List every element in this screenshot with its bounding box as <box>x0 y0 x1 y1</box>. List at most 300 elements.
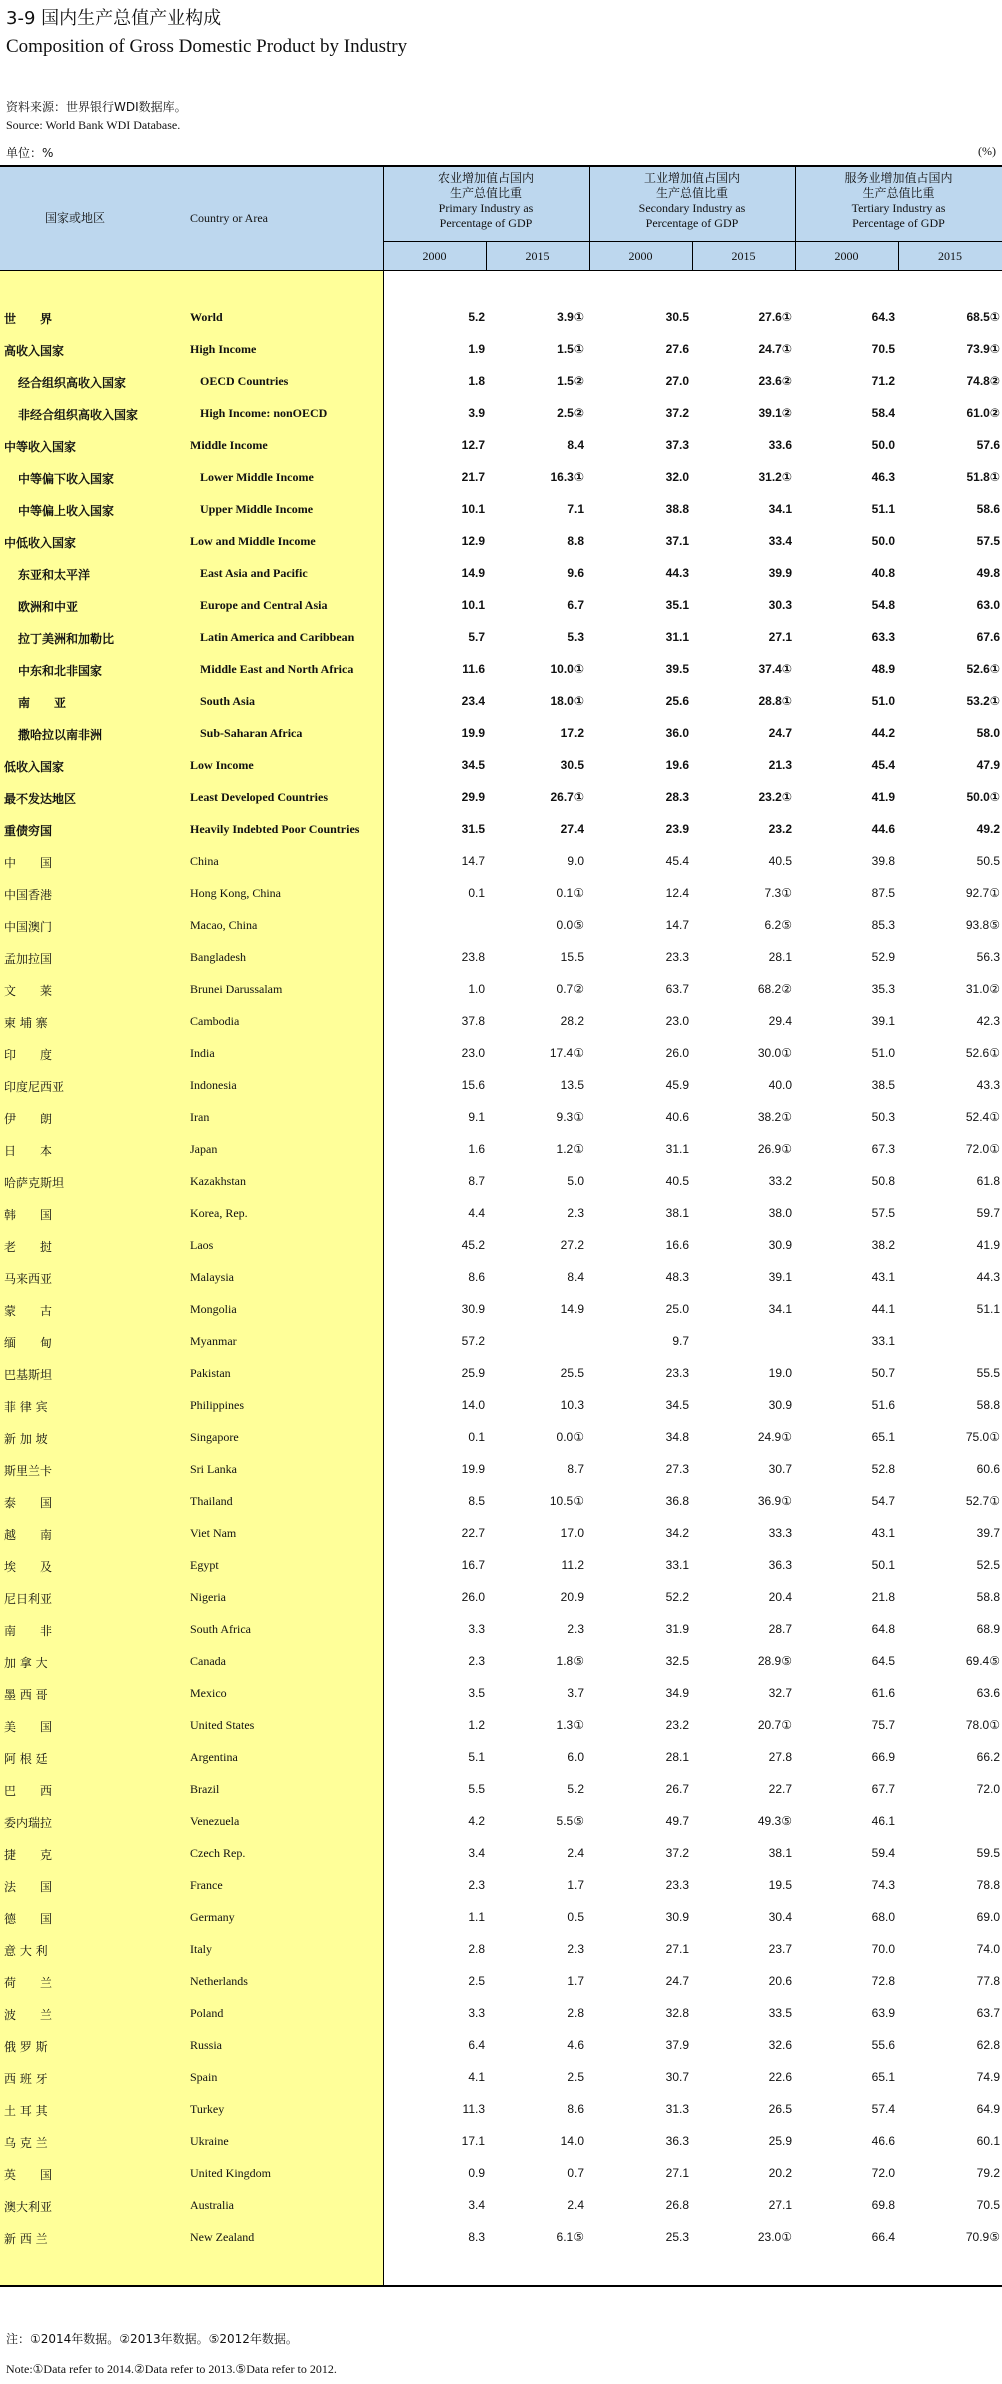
row-value: 15.5 <box>560 950 584 964</box>
table-row <box>0 1005 1002 1037</box>
row-value: 26.0 <box>665 1046 689 1060</box>
row-value: 67.7 <box>871 1782 895 1796</box>
row-name-en: Singapore <box>190 1430 239 1444</box>
row-value: 23.9 <box>665 822 689 836</box>
row-value: 34.2 <box>665 1526 689 1540</box>
row-name-cn: 非经合组织高收入国家 <box>18 408 139 422</box>
row-value: 75.7 <box>871 1718 895 1732</box>
row-value: 78.8 <box>976 1878 1000 1892</box>
table-row <box>0 653 1002 685</box>
row-value: 8.7 <box>567 1462 584 1476</box>
row-name-en: Korea, Rep. <box>190 1206 248 1220</box>
row-name-cn: 中等偏下收入国家 <box>18 472 115 486</box>
row-value: 2.3 <box>567 1206 584 1220</box>
row-value: 28.1 <box>665 1750 689 1764</box>
table-row <box>0 2221 1002 2253</box>
row-value: 27.3 <box>665 1462 689 1476</box>
row-value: 30.5 <box>665 310 689 324</box>
row-value: 62.8 <box>976 2038 1000 2052</box>
row-value: 45.9 <box>665 1078 689 1092</box>
row-name-cn: 经合组织高收入国家 <box>18 376 127 390</box>
row-value: 39.1 <box>871 1014 895 1028</box>
table-row <box>0 1325 1002 1357</box>
row-value: 55.6 <box>871 2038 895 2052</box>
row-value: 58.0 <box>976 726 1000 740</box>
row-value: 70.0 <box>871 1942 895 1956</box>
row-value: 26.0 <box>461 1590 485 1604</box>
row-value: 50.8 <box>871 1174 895 1188</box>
row-value: 59.4 <box>871 1846 895 1860</box>
table-body <box>0 301 1002 2253</box>
row-value: 38.8 <box>665 502 689 516</box>
row-value: 43.1 <box>871 1526 895 1540</box>
row-value: 30.3 <box>768 598 792 612</box>
row-value: 18.0① <box>550 694 584 708</box>
row-name-cn: 柬 埔 寨 <box>4 1016 48 1030</box>
row-value: 17.2 <box>560 726 584 740</box>
table-row <box>0 877 1002 909</box>
row-value: 20.9 <box>560 1590 584 1604</box>
row-value: 2.5 <box>468 1974 485 1988</box>
row-value: 25.3 <box>665 2230 689 2244</box>
row-name-en: Low and Middle Income <box>190 534 316 548</box>
row-name-en: Czech Rep. <box>190 1846 246 1860</box>
row-value: 47.9 <box>976 758 1000 772</box>
row-name-en: High Income <box>190 342 257 356</box>
table-row <box>0 1037 1002 1069</box>
row-value: 41.9 <box>976 1238 1000 1252</box>
row-value: 30.7 <box>768 1462 792 1476</box>
table-row <box>0 621 1002 653</box>
row-value: 14.9 <box>560 1302 584 1316</box>
row-value: 23.7 <box>768 1942 792 1956</box>
row-name-en: Viet Nam <box>190 1526 237 1540</box>
row-value: 12.7 <box>461 438 485 452</box>
row-value: 6.7 <box>567 598 584 612</box>
row-name-cn: 墨 西 哥 <box>4 1688 48 1702</box>
row-value: 63.9 <box>871 2006 895 2020</box>
row-name-en: East Asia and Pacific <box>200 566 308 580</box>
row-value: 14.0 <box>560 2134 584 2148</box>
row-value: 44.1 <box>871 1302 895 1316</box>
row-value: 93.8⑤ <box>965 918 1000 932</box>
row-value: 16.3① <box>550 470 584 484</box>
table-row <box>0 1133 1002 1165</box>
row-name-cn: 菲 律 宾 <box>4 1400 48 1414</box>
row-value: 1.5② <box>557 374 584 388</box>
header-secondary-en-1: Secondary Industry as <box>638 201 746 215</box>
row-name-cn: 美 国 <box>4 1720 53 1734</box>
row-value: 0.5 <box>567 1910 584 1924</box>
row-value: 25.9 <box>461 1366 485 1380</box>
row-value: 39.8 <box>871 854 895 868</box>
row-value: 8.3 <box>468 2230 485 2244</box>
row-value: 17.0 <box>560 1526 584 1540</box>
row-value: 8.7 <box>468 1174 485 1188</box>
table-row <box>0 781 1002 813</box>
row-value: 2.8 <box>468 1942 485 1956</box>
row-value: 57.5 <box>976 534 1000 548</box>
row-value: 28.9⑤ <box>757 1654 792 1668</box>
row-value: 2.5 <box>567 2070 584 2084</box>
row-name-en: Spain <box>190 2070 218 2084</box>
row-value: 51.0 <box>871 1046 895 1060</box>
row-name-cn: 高收入国家 <box>4 344 65 358</box>
row-value: 45.4 <box>871 758 895 772</box>
row-name-en: OECD Countries <box>200 374 289 388</box>
row-value: 52.4① <box>965 1110 1000 1124</box>
row-name-en: Sri Lanka <box>190 1462 237 1476</box>
header-secondary <box>589 171 795 231</box>
row-name-cn: 缅 甸 <box>4 1336 53 1350</box>
row-name-cn: 马来西亚 <box>4 1272 53 1286</box>
row-name-cn: 拉丁美洲和加勒比 <box>18 632 115 646</box>
table-row <box>0 845 1002 877</box>
row-value: 69.0 <box>976 1910 1000 1924</box>
row-value: 61.8 <box>976 1174 1000 1188</box>
row-name-en: Australia <box>190 2198 234 2212</box>
row-value: 33.3 <box>768 1526 792 1540</box>
row-value: 72.0 <box>976 1782 1000 1796</box>
row-value: 27.1 <box>665 2166 689 2180</box>
row-name-cn: 俄 罗 斯 <box>4 2040 48 2054</box>
row-name-en: Iran <box>190 1110 210 1124</box>
row-value: 23.0① <box>757 2230 792 2244</box>
table-header <box>0 167 1002 271</box>
row-name-en: Japan <box>190 1142 218 1156</box>
table-row <box>0 2029 1002 2061</box>
row-value: 66.2 <box>976 1750 1000 1764</box>
header-tertiary-2000: 2000 <box>834 249 859 263</box>
table-row <box>0 1293 1002 1325</box>
row-name-cn: 巴基斯坦 <box>4 1368 53 1382</box>
row-value: 40.8 <box>871 566 895 580</box>
row-value: 40.5 <box>768 854 792 868</box>
row-value: 49.7 <box>665 1814 689 1828</box>
table-row <box>0 1773 1002 1805</box>
row-name-en: Sub-Saharan Africa <box>200 726 303 740</box>
row-name-en: Netherlands <box>190 1974 248 1988</box>
table-row <box>0 493 1002 525</box>
table-row <box>0 1741 1002 1773</box>
table-row <box>0 2093 1002 2125</box>
row-value: 9.0 <box>567 854 584 868</box>
row-value: 74.3 <box>871 1878 895 1892</box>
unit-label-en: (%) <box>978 144 996 158</box>
header-tertiary <box>795 171 1002 231</box>
row-value: 6.4 <box>468 2038 485 2052</box>
row-value: 52.8 <box>871 1462 895 1476</box>
row-value: 2.3 <box>567 1622 584 1636</box>
row-value: 63.3 <box>871 630 895 644</box>
row-value: 1.9 <box>468 342 485 356</box>
row-name-en: Hong Kong, China <box>190 886 281 900</box>
row-name-en: Italy <box>190 1942 212 1956</box>
row-value: 28.2 <box>560 1014 584 1028</box>
row-value: 15.6 <box>461 1078 485 1092</box>
row-value: 70.5 <box>871 342 895 356</box>
row-value: 17.1 <box>461 2134 485 2148</box>
row-value: 19.6 <box>665 758 689 772</box>
row-value: 61.6 <box>871 1686 895 1700</box>
row-value: 50.0 <box>871 438 895 452</box>
row-value: 51.1 <box>871 502 895 516</box>
row-value: 58.6 <box>976 502 1000 516</box>
row-value: 25.6 <box>665 694 689 708</box>
row-value: 31.0② <box>965 982 1000 996</box>
row-value: 45.4 <box>665 854 689 868</box>
row-value: 4.4 <box>468 1206 485 1220</box>
row-name-cn: 阿 根 廷 <box>4 1752 48 1766</box>
row-value: 44.2 <box>871 726 895 740</box>
unit-label-cn: 单位：% <box>6 146 54 160</box>
row-value: 70.9⑤ <box>965 2230 1000 2244</box>
row-value: 0.1 <box>468 886 485 900</box>
row-value: 27.0 <box>665 374 689 388</box>
row-value: 9.3① <box>556 1110 584 1124</box>
row-name-cn: 埃 及 <box>4 1560 53 1574</box>
gdp-industry-table <box>0 165 1002 2287</box>
row-value: 19.9 <box>461 726 485 740</box>
row-value: 50.0① <box>966 790 1000 804</box>
table-row <box>0 1549 1002 1581</box>
row-value: 8.4 <box>567 438 584 452</box>
row-name-en: Brazil <box>190 1782 220 1796</box>
table-row <box>0 1069 1002 1101</box>
row-value: 49.8 <box>976 566 1000 580</box>
row-name-en: Russia <box>190 2038 223 2052</box>
row-value: 49.2 <box>976 822 1000 836</box>
row-name-en: China <box>190 854 219 868</box>
row-value: 28.7 <box>768 1622 792 1636</box>
row-value: 1.8 <box>468 374 485 388</box>
row-name-en: Least Developed Countries <box>190 790 328 804</box>
header-secondary-en-2: Percentage of GDP <box>645 216 739 230</box>
row-value: 8.6 <box>567 2102 584 2116</box>
row-name-cn: 中等偏上收入国家 <box>18 504 115 518</box>
row-value: 50.3 <box>871 1110 895 1124</box>
row-value: 57.6 <box>976 438 1000 452</box>
row-name-cn: 中国香港 <box>4 888 53 902</box>
header-primary-2015: 2015 <box>525 249 550 263</box>
row-value: 26.7① <box>550 790 584 804</box>
row-name-en: Mexico <box>190 1686 227 1700</box>
row-value: 5.5 <box>468 1782 485 1796</box>
row-value: 21.7 <box>461 470 485 484</box>
row-value: 23.2① <box>758 790 792 804</box>
row-value: 67.6 <box>976 630 1000 644</box>
row-value: 65.1 <box>871 2070 895 2084</box>
row-value: 10.5① <box>549 1494 584 1508</box>
row-value: 37.2 <box>665 406 689 420</box>
row-name-cn: 新 西 兰 <box>4 2232 48 2246</box>
row-value: 33.1 <box>871 1334 895 1348</box>
row-name-en: Kazakhstan <box>190 1174 246 1188</box>
row-value: 43.3 <box>976 1078 1000 1092</box>
header-region-en: Country or Area <box>190 211 268 225</box>
row-value: 23.3 <box>665 1878 689 1892</box>
row-name-en: South Africa <box>190 1622 251 1636</box>
table-row <box>0 1101 1002 1133</box>
row-value: 38.2① <box>757 1110 792 1124</box>
row-value: 51.0 <box>871 694 895 708</box>
row-value: 3.3 <box>468 1622 485 1636</box>
row-value: 22.7 <box>461 1526 485 1540</box>
row-name-en: Middle East and North Africa <box>200 662 354 676</box>
row-value: 0.7 <box>567 2166 584 2180</box>
row-value: 67.3 <box>871 1142 895 1156</box>
row-name-cn: 哈萨克斯坦 <box>4 1176 65 1190</box>
row-value: 64.8 <box>871 1622 895 1636</box>
row-value: 52.5 <box>976 1558 1000 1572</box>
row-name-en: France <box>190 1878 223 1892</box>
source-note-en: Source: World Bank WDI Database. <box>6 118 181 132</box>
row-value: 3.4 <box>468 1846 485 1860</box>
table-row <box>0 2157 1002 2189</box>
row-value: 37.1 <box>665 534 689 548</box>
row-value: 34.8 <box>665 1430 689 1444</box>
row-value: 57.4 <box>871 2102 895 2116</box>
row-value: 8.8 <box>567 534 584 548</box>
row-value: 26.7 <box>665 1782 689 1796</box>
row-name-cn: 中 国 <box>4 856 53 870</box>
header-tertiary-en-2: Percentage of GDP <box>852 216 945 230</box>
table-row <box>0 333 1002 365</box>
row-value: 56.3 <box>976 950 1000 964</box>
row-value: 30.5 <box>560 758 584 772</box>
row-value: 36.3 <box>665 2134 689 2148</box>
row-name-cn: 老 挝 <box>4 1240 53 1254</box>
row-value: 5.3 <box>567 630 584 644</box>
row-value: 61.0② <box>966 406 1000 420</box>
row-value: 9.6 <box>567 566 584 580</box>
row-value: 21.3 <box>768 758 792 772</box>
row-value: 30.4 <box>768 1910 792 1924</box>
row-value: 68.9 <box>976 1622 1000 1636</box>
row-value: 21.8 <box>871 1590 895 1604</box>
row-value: 13.5 <box>560 1078 584 1092</box>
row-name-cn: 世 界 <box>4 312 53 326</box>
row-value: 68.0 <box>871 1910 895 1924</box>
row-value: 1.2① <box>556 1142 584 1156</box>
row-value: 22.7 <box>768 1782 792 1796</box>
row-value: 20.2 <box>768 2166 792 2180</box>
header-primary <box>383 171 589 231</box>
row-value: 73.9① <box>966 342 1000 356</box>
row-value: 39.5 <box>665 662 689 676</box>
row-value: 2.4 <box>567 1846 584 1860</box>
row-value: 1.3① <box>556 1718 584 1732</box>
table-row <box>0 1677 1002 1709</box>
row-value: 9.7 <box>672 1334 689 1348</box>
row-value: 37.2 <box>665 1846 689 1860</box>
row-value: 11.3 <box>462 2102 485 2116</box>
row-value: 63.0 <box>976 598 1000 612</box>
header-primary-cn-1: 农业增加值占国内 <box>437 171 534 185</box>
row-value: 69.4⑤ <box>965 1654 1000 1668</box>
row-name-en: Cambodia <box>190 1014 240 1028</box>
row-name-en: Myanmar <box>190 1334 237 1348</box>
row-value: 17.4① <box>549 1046 584 1060</box>
row-value: 14.0 <box>461 1398 485 1412</box>
row-name-en: United States <box>190 1718 255 1732</box>
row-value: 0.0① <box>556 1430 584 1444</box>
row-name-cn: 法 国 <box>4 1880 53 1894</box>
header-secondary-2000: 2000 <box>628 249 653 263</box>
row-value: 20.4 <box>768 1590 792 1604</box>
row-value: 44.3 <box>665 566 689 580</box>
row-value: 38.0 <box>768 1206 792 1220</box>
row-value: 27.6① <box>758 310 792 324</box>
table-row <box>0 1197 1002 1229</box>
row-value: 72.0 <box>871 2166 895 2180</box>
row-value: 4.1 <box>468 2070 485 2084</box>
row-value: 3.9① <box>557 310 584 324</box>
row-value: 74.9 <box>976 2070 1000 2084</box>
header-primary-en-2: Percentage of GDP <box>439 216 533 230</box>
row-value: 36.3 <box>768 1558 792 1572</box>
row-name-cn: 欧洲和中亚 <box>18 600 79 614</box>
row-value: 27.6 <box>665 342 689 356</box>
row-value: 57.2 <box>461 1334 485 1348</box>
footnote-cn: 注：①2014年数据。②2013年数据。⑤2012年数据。 <box>6 2332 298 2346</box>
row-value: 65.1 <box>871 1430 895 1444</box>
row-name-cn: 韩 国 <box>4 1208 53 1222</box>
table-row <box>0 1261 1002 1293</box>
row-value: 33.5 <box>768 2006 792 2020</box>
row-value: 23.2 <box>768 822 792 836</box>
row-value: 0.1① <box>556 886 584 900</box>
row-value: 66.4 <box>871 2230 895 2244</box>
row-value: 5.7 <box>468 630 485 644</box>
table-row <box>0 1869 1002 1901</box>
table-row <box>0 1965 1002 1997</box>
row-value: 52.6① <box>965 1046 1000 1060</box>
row-value: 57.5 <box>871 1206 895 1220</box>
row-value: 58.8 <box>976 1590 1000 1604</box>
row-value: 40.6 <box>665 1110 689 1124</box>
row-name-en: Low Income <box>190 758 254 772</box>
row-value: 28.1 <box>768 950 792 964</box>
row-value: 38.2 <box>871 1238 895 1252</box>
row-value: 24.9① <box>757 1430 792 1444</box>
row-value: 0.0⑤ <box>556 918 584 932</box>
row-name-en: Middle Income <box>190 438 268 452</box>
row-value: 16.7 <box>461 1558 485 1572</box>
row-value: 23.8 <box>461 950 485 964</box>
row-value: 68.5① <box>966 310 1000 324</box>
row-value: 27.1 <box>665 1942 689 1956</box>
header-tertiary-2015: 2015 <box>938 249 962 263</box>
table-row <box>0 1389 1002 1421</box>
row-value: 10.0① <box>550 662 584 676</box>
row-name-cn: 澳大利亚 <box>4 2200 53 2214</box>
row-value: 23.3 <box>665 1366 689 1380</box>
row-value: 28.3 <box>665 790 689 804</box>
row-value: 20.7① <box>757 1718 792 1732</box>
row-value: 19.5 <box>768 1878 792 1892</box>
row-value: 46.6 <box>871 2134 895 2148</box>
row-value: 27.8 <box>768 1750 792 1764</box>
row-value: 46.1 <box>871 1814 895 1828</box>
row-value: 0.1 <box>468 1430 485 1444</box>
table-row <box>0 2189 1002 2221</box>
table-row <box>0 1645 1002 1677</box>
table-row <box>0 1805 1002 1837</box>
row-value: 38.1 <box>665 1206 689 1220</box>
row-value: 54.7 <box>871 1494 895 1508</box>
header-tertiary-cn-1: 服务业增加值占国内 <box>844 171 953 185</box>
